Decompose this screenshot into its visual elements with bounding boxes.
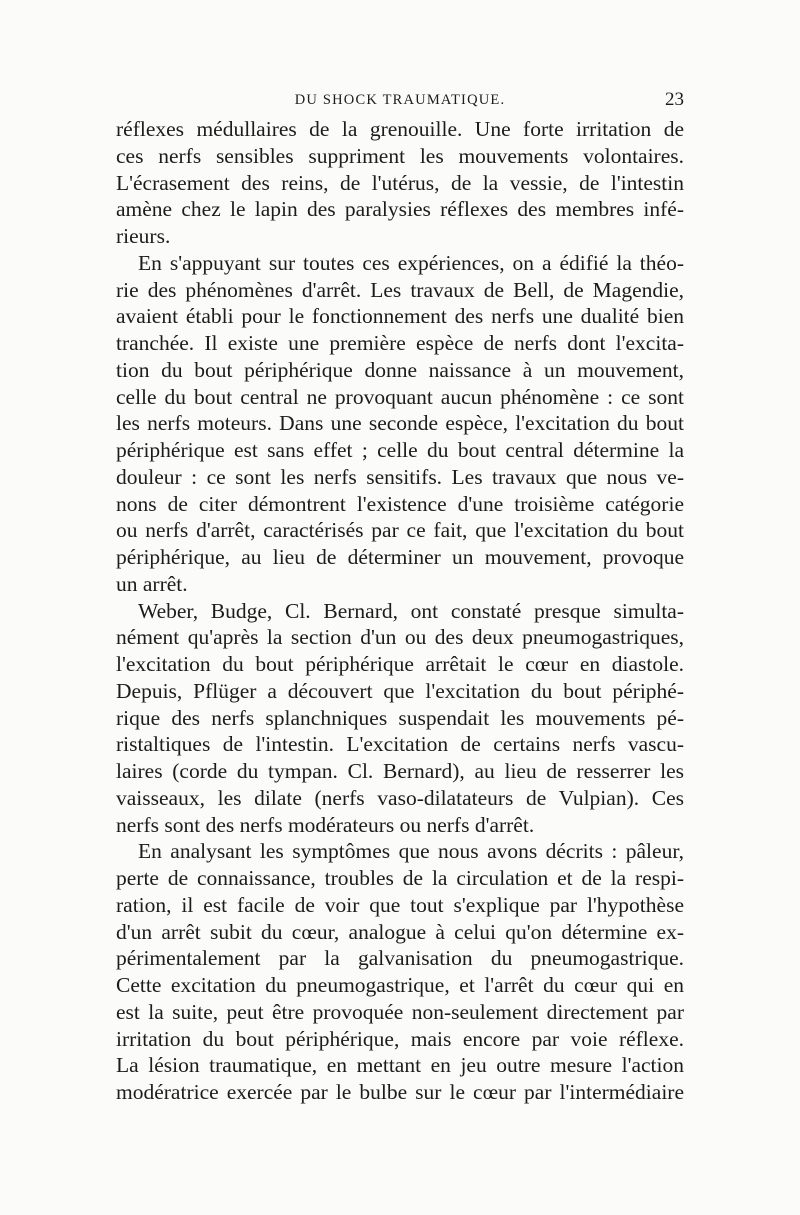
text-line: amène chez le lapin des paralysies réflexes des membres infé- [116,197,684,222]
text-line: réflexes médullaires de la grenouille. Une forte irritation de [116,117,684,141]
text-line: tranchée. Il existe une première espèce de nerfs dont l'excita- [116,331,684,355]
text-line: perte de connaissance, troubles de la circulation et de la respi- [116,866,684,890]
text-line: En analysant les symptômes que nous avons décrits : pâleur, [138,839,684,864]
text-line: vaisseaux, les dilate (nerfs vaso-dilatateurs de Vulpian). Ces [116,785,684,810]
text-line: rieurs. [116,224,171,248]
text-line: nerfs sont des nerfs modérateurs ou nerfs d'arrêt. [116,812,535,837]
text-line: Cette excitation du pneumogastrique, et l'arrêt du cœur qui en [116,973,684,997]
text-line: L'écrasement des reins, de l'utérus, de la vessie, de l'intestin [116,170,684,195]
text-block [116,116,684,1106]
text-line: nément qu'après la section d'un ou des deux pneumogastriques, [116,625,684,650]
running-title: DU SHOCK TRAUMATIQUE. [294,92,506,108]
text-line: modératrice exercée par le bulbe sur le cœur par l'intermédiaire [116,1080,684,1104]
text-line: périmentalement par la galvanisation du pneumogastrique. [116,946,684,971]
text-line: ou nerfs d'arrêt, caractérisés par ce fait, que l'excitation du bout [116,518,684,543]
text-line: rie des phénomènes d'arrêt. Les travaux de Bell, de Magendie, [116,277,684,302]
text-line: ristaltiques de l'intestin. L'excitation de certains nerfs vascu- [116,732,684,757]
text-line: douleur : ce sont les nerfs sensitifs. Les travaux que nous ve- [116,464,684,489]
text-line: ration, il est facile de voir que tout s'explique par l'hypothèse [116,892,684,917]
text-line: celle du bout central ne provoquant aucun phénomène : ce sont [116,384,684,409]
text-line: un arrêt. [116,571,188,596]
text-line: Depuis, Pflüger a découvert que l'excitation du bout périphé- [116,678,684,703]
text-line: les nerfs moteurs. Dans une seconde espèce, l'excitation du bout [116,411,684,436]
text-line: avaient établi pour le fonctionnement des nerfs une dualité bien [116,304,684,329]
text-line: rique des nerfs splanchniques suspendait les mouvements pé- [116,705,684,730]
text-line: périphérique, au lieu de déterminer un mouvement, provoque [116,545,684,569]
text-line: Weber, Budge, Cl. Bernard, ont constaté presque simulta- [138,598,684,623]
text-line: l'excitation du bout périphérique arrêtait le cœur en diastole. [116,652,684,676]
text-line: La lésion traumatique, en mettant en jeu outre mesure l'action [116,1053,684,1078]
text-line: En s'appuyant sur toutes ces expériences, on a édifié la théo- [138,250,684,275]
running-head [116,89,684,116]
text-line: périphérique est sans effet ; celle du bout central détermine la [116,438,684,462]
text-line: ces nerfs sensibles suppriment les mouvements volontaires. [116,143,684,168]
text-line: tion du bout périphérique donne naissance à un mouvement, [116,357,684,382]
text-line: irritation du bout périphérique, mais encore par voie réflexe. [116,1026,684,1051]
book-page [116,89,684,1106]
text-line: laires (corde du tympan. Cl. Bernard), au lieu de resserrer les [116,759,684,783]
text-line: est la suite, peut être provoquée non-seulement directement par [116,999,684,1024]
text-line: d'un arrêt subit du cœur, analogue à celui qu'on détermine ex- [116,919,684,944]
text-line: nons de citer démontrent l'existence d'une troisième catégorie [116,491,684,516]
page-number: 23 [665,89,684,110]
